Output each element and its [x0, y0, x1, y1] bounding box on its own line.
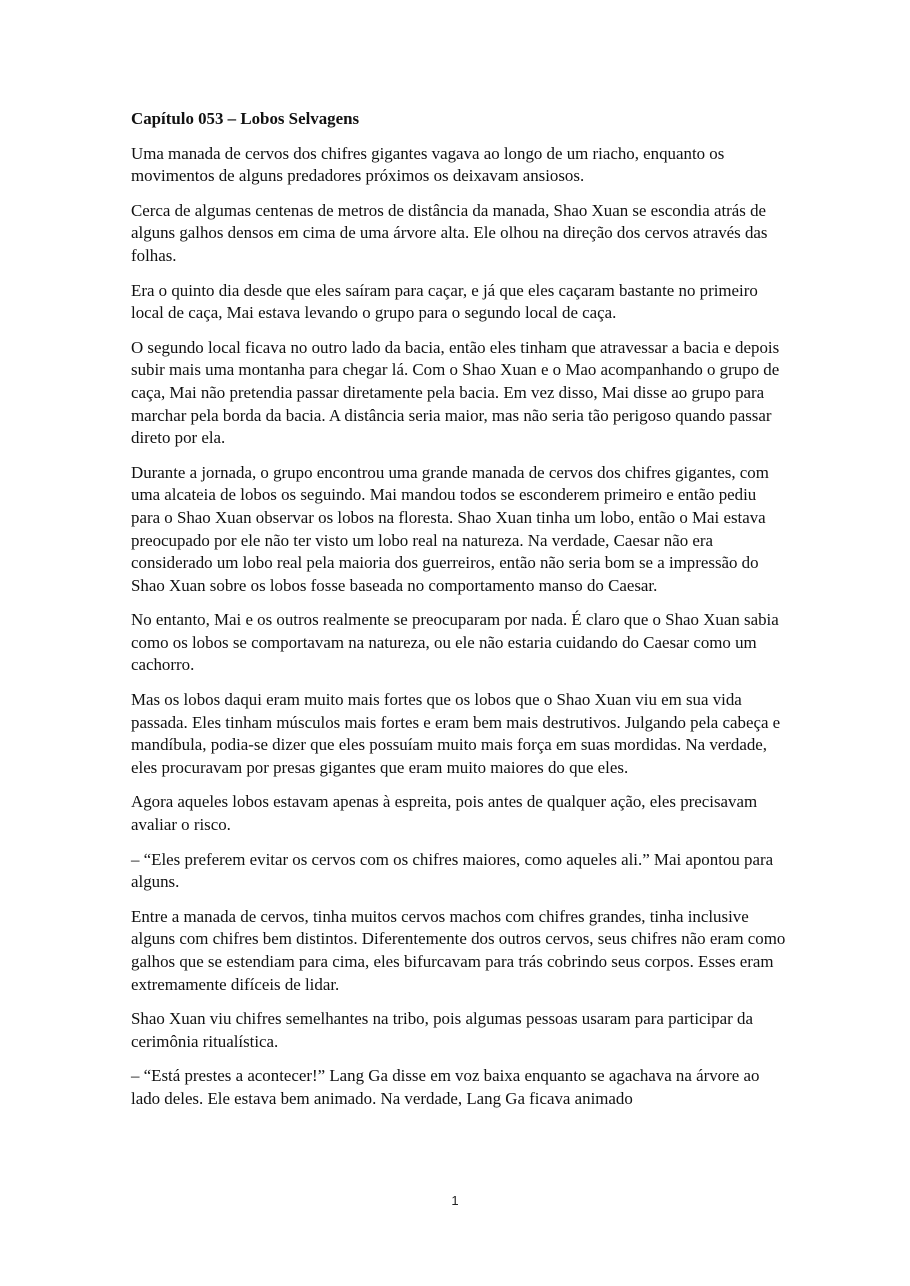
document-body [131, 108, 787, 1123]
paragraph: – “Está prestes a acontecer!” Lang Ga disse em voz baixa enquanto se agachava na árvore ao lado deles. Ele estava bem animado. Na verdade, Lang Ga ficava animado [131, 1066, 760, 1108]
paragraph: Mas os lobos daqui eram muito mais fortes que os lobos que o Shao Xuan viu em sua vida passada. Eles tinham músculos mais fortes e eram bem mais destrutivos. Julgando pela cabeça e mandíbula, podia-se dizer que eles possuíam muito mais força em suas mordidas. Na verdade, eles procuravam por presas gigantes que eram muito maiores do que eles. [131, 690, 781, 777]
paragraph: Agora aqueles lobos estavam apenas à espreita, pois antes de qualquer ação, eles precisavam avaliar o risco. [131, 792, 758, 835]
paragraph: No entanto, Mai e os outros realmente se preocuparam por nada. É claro que o Shao Xuan sabia como os lobos se comportavam na natureza, ou ele não estaria cuidando do Caesar como um cachorro. [131, 610, 779, 675]
paragraph: Shao Xuan viu chifres semelhantes na tribo, pois algumas pessoas usaram para participar da cerimônia ritualística. [131, 1009, 753, 1051]
paragraph: O segundo local ficava no outro lado da bacia, então eles tinham que atravessar a bacia e depois subir mais uma montanha para chegar lá. Com o Shao Xuan e o Mao acompanhando o grupo de caça, Mai não pretendia passar diretamente pela bacia. Em vez disso, Mai disse ao grupo para marchar pela borda da bacia. A distância seria maior, mas não seria tão perigoso quando passar direto por ela. [131, 337, 780, 448]
chapter-title: Capítulo 053 – Lobos Selvagens [131, 109, 360, 128]
paragraph: Durante a jornada, o grupo encontrou uma grande manada de cervos dos chifres gigantes, com uma alcateia de lobos os seguindo. Mai mandou todos se esconderem primeiro e então pediu para o Shao Xuan observar os lobos na floresta. Shao Xuan tinha um lobo, então o Mai estava preocupado por ele não ter visto um lobo real na natureza. Na verdade, Caesar não era considerado um lobo real pela maioria dos guerreiros, então não seria bom se a impressão do Shao Xuan sobre os lobos fosse baseada no comportamento manso do Caesar. [131, 462, 769, 595]
paragraph: Era o quinto dia desde que eles saíram para caçar, e já que eles caçaram bastante no primeiro local de caça, Mai estava levando o grupo para o segundo local de caça. [131, 280, 758, 323]
paragraph: – “Eles preferem evitar os cervos com os chifres maiores, como aqueles ali.” Mai apontou para alguns. [131, 849, 774, 892]
paragraph: Entre a manada de cervos, tinha muitos cervos machos com chifres grandes, tinha inclusive alguns com chifres bem distintos. Diferentemente dos outros cervos, seus chifres não eram como galhos que se estendiam para cima, eles bifurcavam para trás cobrindo seus corpos. Esses eram extremamente difíceis de lidar. [131, 906, 786, 994]
page-number: 1 [451, 1193, 459, 1208]
paragraph: Cerca de algumas centenas de metros de distância da manada, Shao Xuan se escondia atrás de alguns galhos densos em cima de uma árvore alta. Ele olhou na direção dos cervos através das folhas. [131, 200, 768, 265]
paragraph: Uma manada de cervos dos chifres gigantes vagava ao longo de um riacho, enquanto os movimentos de alguns predadores próximos os deixavam ansiosos. [131, 143, 725, 186]
